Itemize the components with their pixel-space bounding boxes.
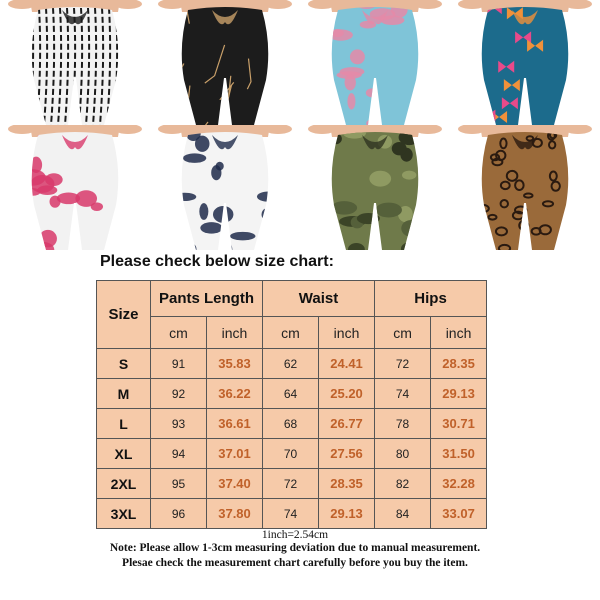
table-row — [97, 349, 487, 379]
size-label: S — [97, 349, 151, 379]
table-row — [97, 379, 487, 409]
blue-pink-tie-dye-leggings-photo — [300, 0, 450, 125]
waist-cm: 62 — [263, 349, 319, 379]
deviation-note: Note: Please allow 1-3cm measuring deviation due to manual measurement. — [109, 542, 481, 554]
size-label: XL — [97, 439, 151, 469]
size-chart-heading: Please check below size chart: — [100, 253, 334, 270]
pants-length-cm: 92 — [151, 379, 207, 409]
table-row — [97, 499, 487, 529]
hips-cm: 80 — [375, 439, 431, 469]
white-navy-ink-leggings-photo — [150, 125, 300, 250]
unit-inch-header: inch — [207, 317, 263, 349]
product-gallery — [0, 0, 600, 250]
waist-cm: 74 — [263, 499, 319, 529]
table-row — [97, 409, 487, 439]
waist-cm: 64 — [263, 379, 319, 409]
waist-cm: 72 — [263, 469, 319, 499]
pants-length-inch: 36.61 — [207, 409, 263, 439]
unit-cm-header: cm — [263, 317, 319, 349]
waist-inch: 24.41 — [319, 349, 375, 379]
unit-cm-header: cm — [151, 317, 207, 349]
pants-length-cm: 93 — [151, 409, 207, 439]
size-column-header: Size — [97, 281, 151, 349]
pants-length-cm: 95 — [151, 469, 207, 499]
hips-inch: 30.71 — [431, 409, 487, 439]
pants-length-cm: 96 — [151, 499, 207, 529]
hips-inch: 32.28 — [431, 469, 487, 499]
size-label: M — [97, 379, 151, 409]
unit-cm-header: cm — [375, 317, 431, 349]
pink-white-tie-dye-leggings-photo — [0, 125, 150, 250]
waist-inch: 27.56 — [319, 439, 375, 469]
waist-cm: 70 — [263, 439, 319, 469]
hips-inch: 31.50 — [431, 439, 487, 469]
pants-length-cm: 94 — [151, 439, 207, 469]
waist-inch: 28.35 — [319, 469, 375, 499]
waist-inch: 25.20 — [319, 379, 375, 409]
waist-inch: 26.77 — [319, 409, 375, 439]
hips-cm: 74 — [375, 379, 431, 409]
white-black-stripe-leggings-photo — [0, 0, 150, 125]
black-gold-marble-leggings-photo — [150, 0, 300, 125]
green-camo-leggings-photo — [300, 125, 450, 250]
hips-header: Hips — [375, 281, 487, 317]
pants-length-inch: 36.22 — [207, 379, 263, 409]
hips-inch: 33.07 — [431, 499, 487, 529]
check-note: Plesae check the measurement chart carefully before you buy the item. — [122, 557, 468, 569]
unit-inch-header: inch — [319, 317, 375, 349]
size-label: L — [97, 409, 151, 439]
hips-inch: 28.35 — [431, 349, 487, 379]
unit-inch-header: inch — [431, 317, 487, 349]
butterfly-print-leggings-photo — [450, 0, 600, 125]
size-label: 3XL — [97, 499, 151, 529]
table-row — [97, 469, 487, 499]
hips-cm: 84 — [375, 499, 431, 529]
leopard-print-leggings-photo — [450, 125, 600, 250]
hips-inch: 29.13 — [431, 379, 487, 409]
size-chart-table — [96, 280, 487, 529]
pants-length-inch: 37.80 — [207, 499, 263, 529]
pants-length-inch: 37.40 — [207, 469, 263, 499]
size-label: 2XL — [97, 469, 151, 499]
conversion-note: 1inch=2.54cm — [261, 529, 329, 541]
pants-length-inch: 35.83 — [207, 349, 263, 379]
size-notes — [100, 529, 490, 570]
waist-cm: 68 — [263, 409, 319, 439]
waist-inch: 29.13 — [319, 499, 375, 529]
waist-header: Waist — [263, 281, 375, 317]
pants-length-inch: 37.01 — [207, 439, 263, 469]
pants-length-cm: 91 — [151, 349, 207, 379]
hips-cm: 72 — [375, 349, 431, 379]
table-row — [97, 439, 487, 469]
pants-length-header: Pants Length — [151, 281, 263, 317]
hips-cm: 82 — [375, 469, 431, 499]
hips-cm: 78 — [375, 409, 431, 439]
